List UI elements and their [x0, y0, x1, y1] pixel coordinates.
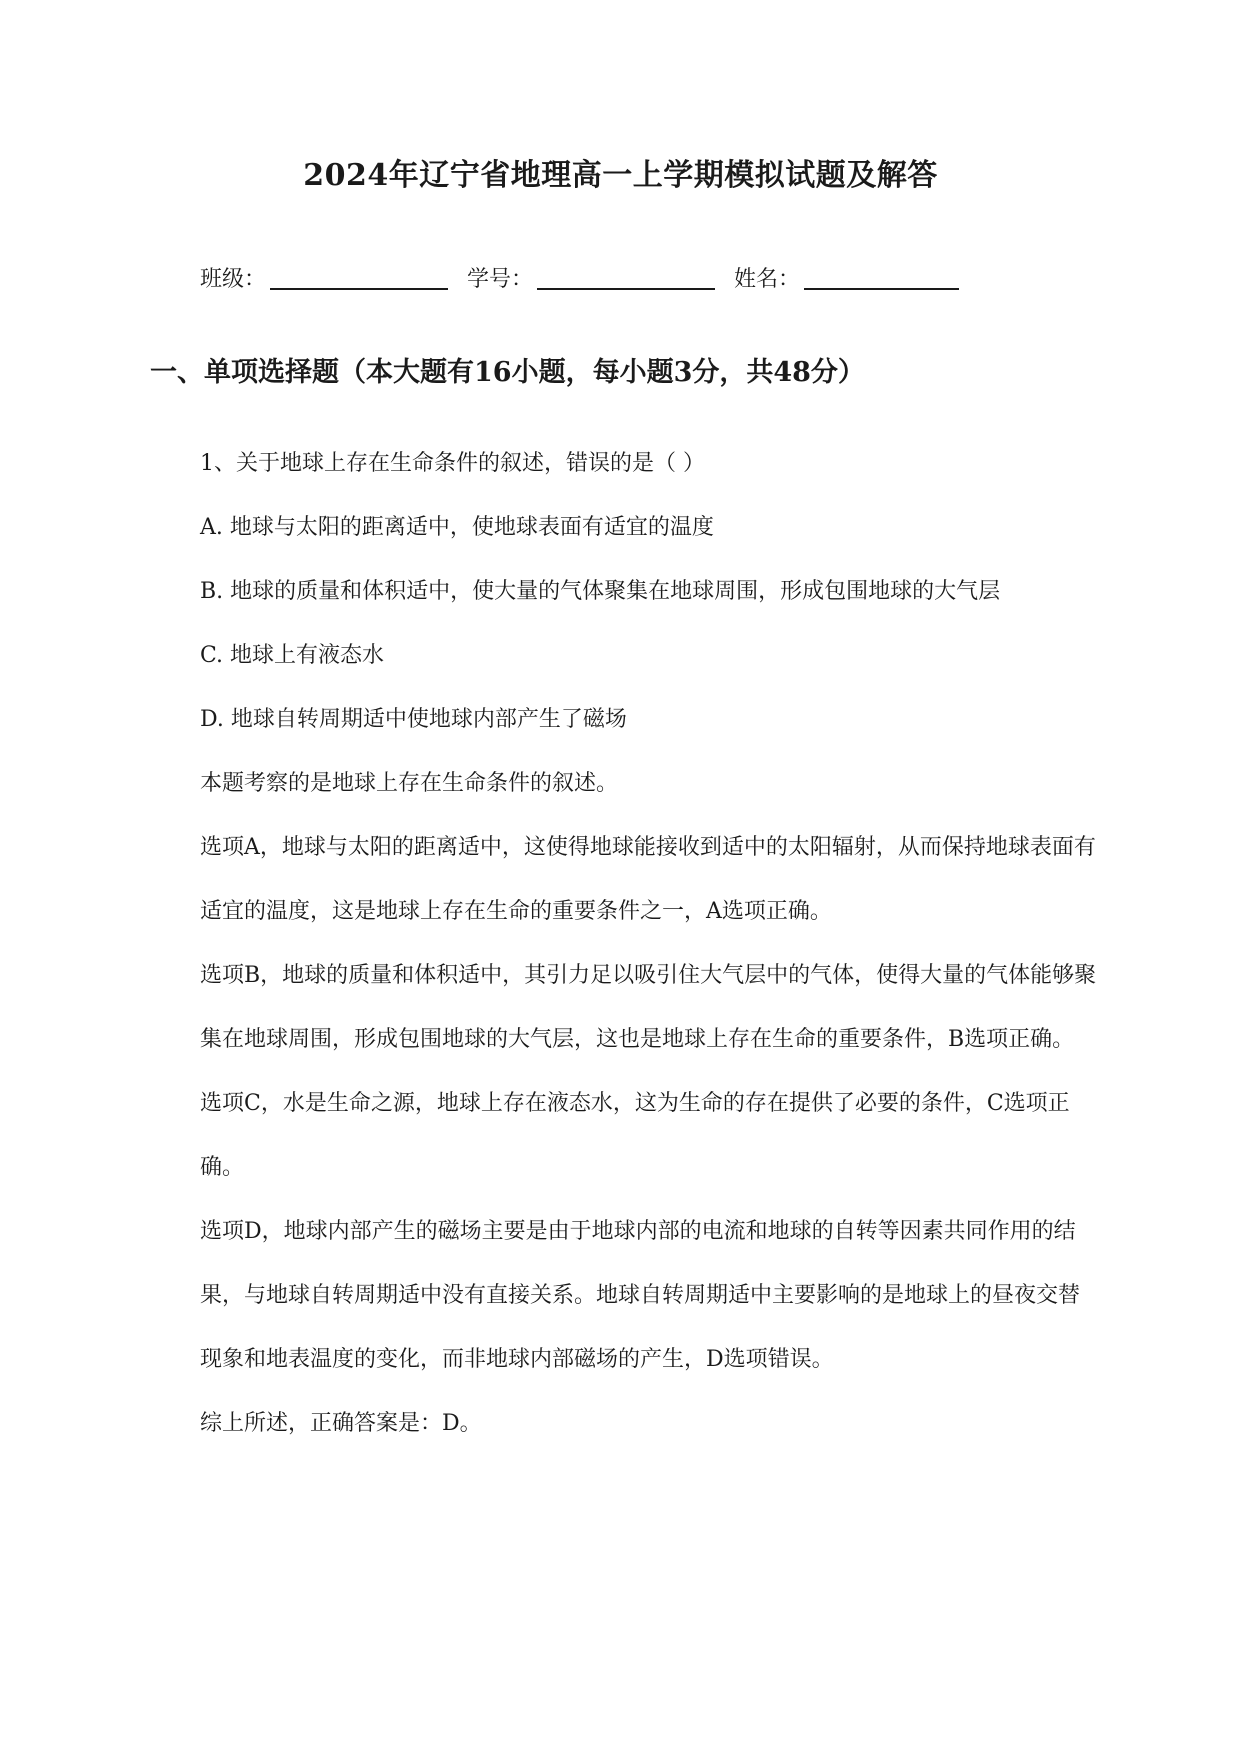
analysis-option-c: 选项C，水是生命之源，地球上存在液态水，这为生命的存在提供了必要的条件，C选项正确。 — [200, 1091, 1070, 1180]
question-1 — [200, 432, 1100, 1456]
student-id-blank-line — [537, 266, 715, 290]
class-blank-line — [270, 266, 448, 290]
class-field — [200, 262, 448, 293]
option-d: D. 地球自转周期适中使地球内部产生了磁场 — [200, 707, 627, 732]
student-id-label: 学号： — [467, 267, 534, 292]
question-stem: 1、关于地球上存在生命条件的叙述，错误的是（ ） — [200, 451, 705, 476]
option-c: C. 地球上有液态水 — [200, 643, 385, 668]
name-blank-line — [804, 266, 959, 290]
document-title: 2024年辽宁省地理高一上学期模拟试题及解答 — [303, 158, 938, 193]
name-field — [734, 262, 959, 293]
student-info-row — [200, 262, 1100, 293]
analysis-option-b: 选项B，地球的质量和体积适中，其引力足以吸引住大气层中的气体，使得大量的气体能够聚集在地球周围，形成包围地球的大气层，这也是地球上存在生命的重要条件，B选项正确。 — [200, 963, 1097, 1052]
analysis-intro: 本题考察的是地球上存在生命条件的叙述。 — [200, 771, 619, 796]
option-b: B. 地球的质量和体积适中，使大量的气体聚集在地球周围，形成包围地球的大气层 — [200, 579, 1001, 604]
name-label: 姓名： — [734, 267, 801, 292]
analysis-option-a: 选项A，地球与太阳的距离适中，这使得地球能接收到适中的太阳辐射，从而保持地球表面有适宜的温度，这是地球上存在生命的重要条件之一，A选项正确。 — [200, 835, 1096, 924]
answer-conclusion: 综上所述，正确答案是：D。 — [200, 1411, 482, 1436]
section-heading: 一、单项选择题（本大题有16小题，每小题3分，共48分） — [150, 357, 865, 388]
option-a: A. 地球与太阳的距离适中，使地球表面有适宜的温度 — [200, 515, 714, 540]
class-label: 班级： — [200, 267, 267, 292]
analysis-option-d: 选项D，地球内部产生的磁场主要是由于地球内部的电流和地球的自转等因素共同作用的结果，与地球自转周期适中没有直接关系。地球自转周期适中主要影响的是地球上的昼夜交替现象和地表温度的变化，而非地球内部磁场的产生，D选项错误。 — [200, 1219, 1081, 1372]
student-id-field — [467, 262, 715, 293]
